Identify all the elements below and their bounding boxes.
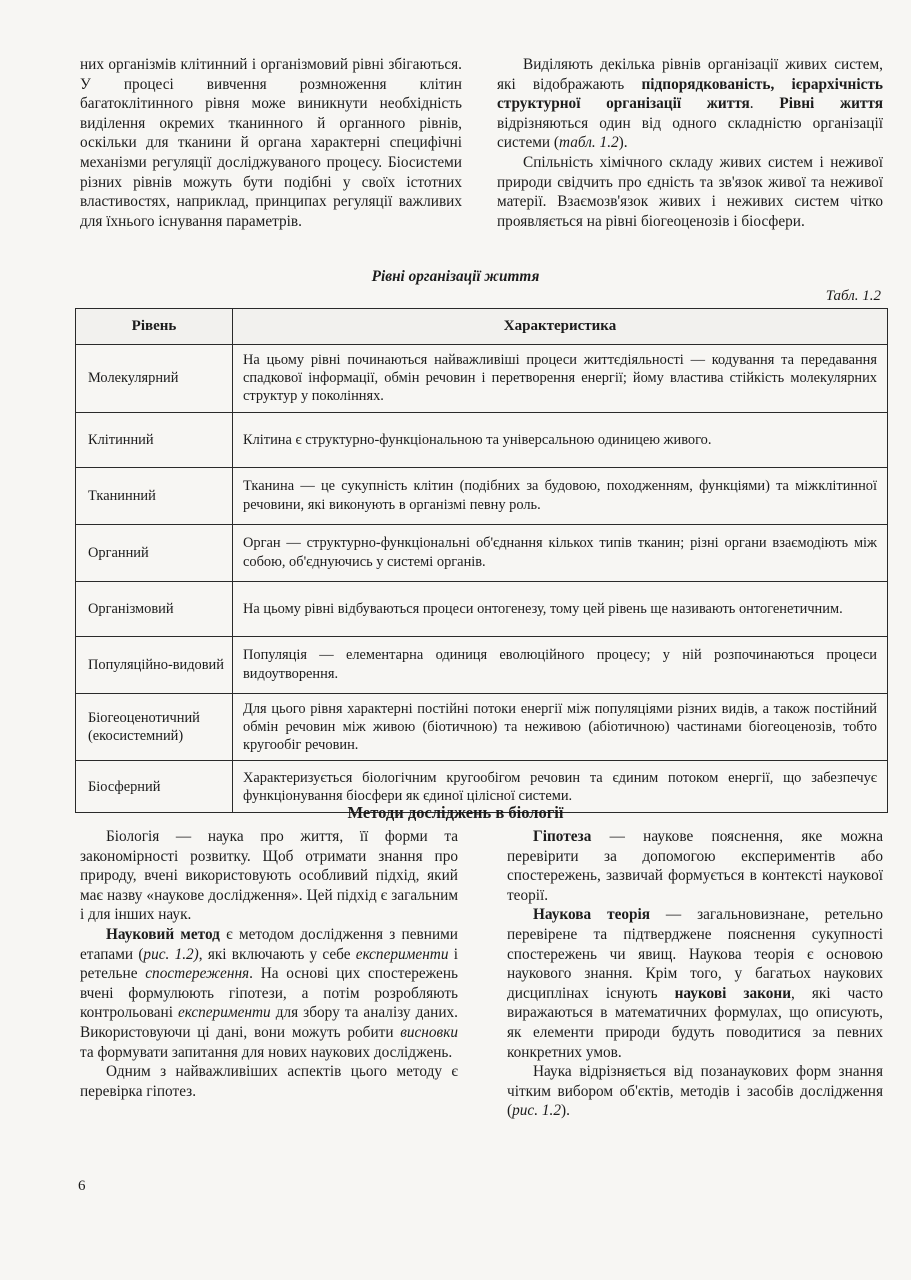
levels-of-life-table xyxy=(75,308,888,813)
level-cell: Тканинний xyxy=(76,467,233,524)
bold-term: наукові закони xyxy=(674,984,792,1002)
bold-term: Гіпотеза xyxy=(533,828,592,845)
table-header-row xyxy=(76,309,888,345)
paragraph-chemical-unity: Спільність хімічного складу живих систем і неживої природи свідчить про єдність та зв'язок живої та неживої матерії. Взаємозв'язок живих і неживих систем чітко проявляється на рівні біогеоценозів і біосфери. xyxy=(497,153,883,230)
bold-term: Рівні життя xyxy=(779,95,883,113)
description-cell: Орган — структурно-функціональні об'єднання кількох типів тканин; різні органи взаємодіють між собою, об'єднуючись у системі органів. xyxy=(233,524,888,581)
figure-reference: рис. 1.2) xyxy=(143,945,199,963)
description-cell: Тканина — це сукупність клітин (подібних за будовою, походженням, функціями) та міжклітинної речовини, які виконують в організмі певну роль. xyxy=(233,467,888,524)
figure-reference: рис. 1.2 xyxy=(512,1102,561,1120)
level-cell: Молекулярний xyxy=(76,345,233,413)
level-cell: Клітинний xyxy=(76,412,233,467)
description-cell: Популяція — елементарна одиниця еволюційного процесу; у ній розпочинаються процеси видоутворення. xyxy=(233,636,888,693)
level-cell: Біосферний xyxy=(76,761,233,813)
table-title: Рівні організації життя xyxy=(371,268,540,285)
level-cell: Біогеоценотичний (екосистемний) xyxy=(76,693,233,761)
description-cell: Клітина є структурно-функціональною та універсальною одиницею живого. xyxy=(233,412,888,467)
text: , які часто виражаються в математичних формулах, що описують, як елементи природи будуть поводитися за певних конкретних умов. xyxy=(507,984,883,1061)
table-row xyxy=(76,524,888,581)
paragraph-science-distinction xyxy=(507,1062,883,1121)
text: . На основі цих спостережень вчені формулюють гіпотези, а потім розробляють контрольовані xyxy=(80,965,458,1022)
description-cell: Характеризується біологічним кругообігом речовин та єдиним потоком енергії, що забезпечує функціонування біосфери як єдиної цілісної системи. xyxy=(233,761,888,813)
text: ). xyxy=(618,134,628,152)
text: — наукове пояснення, яке можна перевірити за допомогою експериментів або спостережень, зазвичай формується в контексті наукової теорії. xyxy=(507,828,883,904)
text: відрізняються один від одного складністю організації системи ( xyxy=(497,114,883,152)
italic-term: спостереження xyxy=(145,965,250,983)
text: Виділяють декілька рівнів організації живих систем, які відображають xyxy=(497,56,883,93)
text: , які включають у себе xyxy=(198,945,356,963)
text: і ретельне xyxy=(80,945,458,983)
table-row xyxy=(76,581,888,636)
text: для збору та аналізу даних. Використовуючи ці дані, вони можуть робити xyxy=(80,1004,458,1041)
section-heading: Методи досліджень в біології xyxy=(347,803,564,822)
paragraph-hypothesis-testing: Одним з найважливіших аспектів цього методу є перевірка гіпотез. xyxy=(80,1063,458,1100)
level-cell: Популяційно-видовий xyxy=(76,636,233,693)
paragraph-continued: них організмів клітинний і організмовий рівні збігаються. У процесі вивчення розмноження клітин багатоклітинного рівня може виникнути необхідність виділення окремих тканинного й органного рівнів, оскільки для тканини й органа характерні специфічні механізми регуляції досліджуваного процесу. Біосистеми різних рівнів можуть бути подібні у своїх істотних властивостях, наприклад, принципах регуляції важливих для їхнього існування параметрів. xyxy=(80,56,462,230)
page-number: 6 xyxy=(78,1178,86,1194)
paragraph-biology-definition: Біологія — наука про життя, її форми та закономірності розвитку. Щоб отримати знання про природу, вчені використовують особливий підхід, який має назву «наукове дослідження». Цей підхід є загальним і для інших наук. xyxy=(80,828,458,924)
italic-term: експерименти xyxy=(177,1004,271,1022)
top-right-column xyxy=(497,55,883,231)
bold-term: Наукова теорія xyxy=(533,906,651,924)
text: ). xyxy=(560,1102,570,1120)
description-cell: На цьому рівні відбуваються процеси онтогенезу, тому цей рівень ще називають онтогенетичним. xyxy=(233,581,888,636)
paragraph-scientific-theory xyxy=(507,905,883,1062)
table-row xyxy=(76,412,888,467)
table-row xyxy=(76,467,888,524)
paragraph-levels-intro xyxy=(497,55,883,153)
table-number: Табл. 1.2 xyxy=(825,288,881,304)
header-level: Рівень xyxy=(76,309,233,345)
text: Наука відрізняється від позанаукових форм знання чітким вибором об'єктів, методів і засобів дослідження ( xyxy=(507,1063,883,1120)
text: та формувати запитання для нових наукових досліджень. xyxy=(80,1043,453,1061)
table-row xyxy=(76,345,888,413)
table-reference: табл. 1.2 xyxy=(559,134,619,152)
bottom-left-column xyxy=(80,827,458,1101)
italic-term: експерименти xyxy=(355,945,449,963)
table-row xyxy=(76,636,888,693)
paragraph-hypothesis xyxy=(507,827,883,905)
table-row xyxy=(76,693,888,761)
top-left-column xyxy=(80,55,462,231)
bottom-right-column xyxy=(507,827,883,1121)
description-cell: Для цього рівня характерні постійні потоки енергії між популяціями різних видів, а також постійний обмін речовин між живою (біотичною) та неживою (абіотичною) частинами біогеоценозів, тобто кругообіг речовин. xyxy=(233,693,888,761)
text: є методом дослідження з певними етапами ( xyxy=(80,925,458,963)
level-cell: Організмовий xyxy=(76,581,233,636)
header-characteristic: Характеристика xyxy=(233,309,888,345)
bold-term: Науковий метод xyxy=(106,925,220,943)
italic-term: висновки xyxy=(400,1023,458,1041)
bold-term: підпорядкованість, ієрархічність структурної організації життя xyxy=(497,75,883,113)
text: — загальновизнане, ретельно перевірене та підтверджене пояснення сукупності спостережень чи явищ. Наукова теорія є основою наукового знання. Крім того, у багатьох наукових дисциплінах існують xyxy=(507,906,883,1002)
paragraph-scientific-method xyxy=(80,925,458,1062)
level-cell: Органний xyxy=(76,524,233,581)
text: . xyxy=(749,95,780,113)
description-cell: На цьому рівні починаються найважливіші процеси життєдіяльності — кодування та передавання спадкової інформації, обмін речовин і перетворення енергії; йому властива стійкість молекулярних структур у поколіннях. xyxy=(233,345,888,413)
